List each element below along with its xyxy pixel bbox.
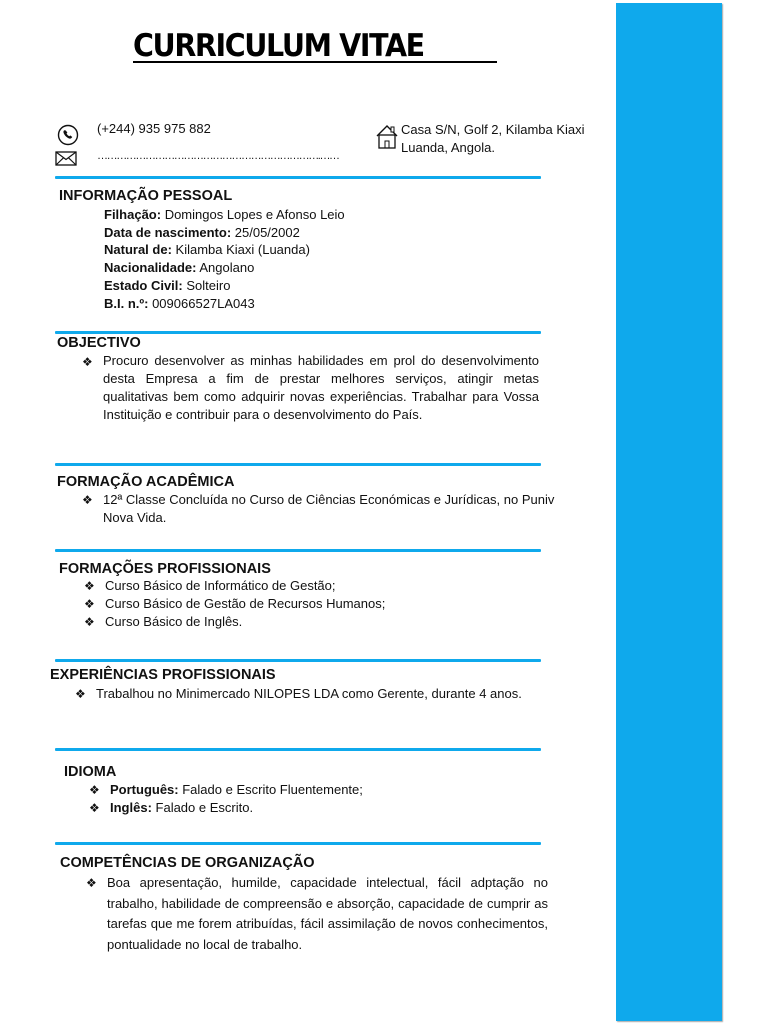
formacoes-text: Curso Básico de Gestão de Recursos Humanos; [105, 596, 386, 611]
section-heading-profissionais: FORMAÇÕES PROFISSIONAIS [59, 561, 271, 577]
address-line-1: Casa S/N, Golf 2, Kilamba Kiaxi [401, 122, 585, 137]
info-value: 25/05/2002 [231, 224, 300, 240]
info-label: B.I. n.º: [104, 295, 149, 311]
info-value: 009066527LA043 [148, 295, 255, 311]
bullet-icon: ❖ [89, 783, 100, 797]
envelope-icon [55, 151, 77, 166]
info-label: Nacionalidade: [104, 260, 197, 276]
formacao-item [82, 491, 582, 527]
info-row-nacionalidade [104, 259, 345, 277]
phone-icon [56, 124, 80, 146]
idioma-item [89, 799, 489, 817]
formacao-line-2: Nova Vida. [103, 510, 167, 525]
idioma-value: Falado e Escrito. [151, 800, 254, 815]
idioma-value: Falado e Escrito Fluentemente; [178, 782, 363, 797]
section-divider [55, 659, 541, 662]
formacoes-item [84, 595, 504, 613]
section-divider [55, 748, 541, 751]
info-row-bi [104, 295, 345, 313]
phone-number: (+244) 935 975 882 [97, 121, 211, 136]
bullet-icon: ❖ [84, 579, 95, 593]
bullet-icon: ❖ [86, 876, 97, 890]
section-heading-idioma: IDIOMA [64, 764, 117, 780]
section-heading-experiencias: EXPERIÊNCIAS PROFISSIONAIS [50, 667, 276, 683]
info-value: Solteiro [182, 277, 231, 293]
blue-sidebar [616, 3, 722, 1021]
info-label: Natural de: [104, 242, 172, 258]
personal-info-list [104, 206, 345, 312]
info-row-nascimento [104, 224, 345, 242]
info-value: Kilamba Kiaxi (Luanda) [171, 242, 310, 258]
section-divider [55, 842, 541, 845]
idioma-item [89, 781, 489, 799]
competencias-text: Boa apresentação, humilde, capacidade intelectual, fácil adptação no trabalho, habilidade de compreensão e absorção, capacidade de cumprir as tarefas que me forem atribuídas, fácil assimilação de novos conhecimentos, pontualidade no local de trabalho. [107, 875, 548, 952]
info-row-natural [104, 241, 345, 259]
formacoes-text: Curso Básico de Informático de Gestão; [105, 578, 336, 593]
bullet-icon: ❖ [84, 615, 95, 629]
idioma-label: Inglês: [110, 800, 152, 815]
competencias-item [86, 873, 548, 955]
section-heading-formacao: FORMAÇÃO ACADÊMICA [57, 474, 235, 490]
bullet-icon: ❖ [82, 355, 93, 369]
info-value: Domingos Lopes e Afonso Leio [161, 207, 345, 222]
section-divider [55, 176, 541, 179]
info-value: Angolano [196, 260, 255, 276]
bullet-icon: ❖ [75, 687, 86, 701]
section-heading-pessoal: INFORMAÇÃO PESSOAL [59, 188, 233, 204]
section-heading-objectivo: OBJECTIVO [57, 335, 141, 351]
experiencia-text: Trabalhou no Minimercado NILOPES LDA como Gerente, durante 4 anos. [96, 686, 522, 701]
bullet-icon: ❖ [89, 801, 100, 815]
info-row-filiacao [104, 206, 345, 224]
info-label: Filhação: [104, 207, 162, 222]
page-title: CURRICULUM VITAE [133, 28, 424, 64]
bullet-icon: ❖ [82, 493, 93, 507]
formacoes-text: Curso Básico de Inglês. [105, 614, 243, 629]
formacoes-item [84, 613, 504, 631]
bullet-icon: ❖ [84, 597, 95, 611]
formacoes-item [84, 577, 504, 595]
email-placeholder: …………………………………………………………….…… [97, 150, 339, 162]
idioma-label: Português: [110, 782, 179, 797]
info-row-estado-civil [104, 277, 345, 295]
objectivo-text: Procuro desenvolver as minhas habilidades em prol do desenvolvimento desta Empresa a fim de prestar melhores serviços, atingir metas qualitativas bem como adquirir novas experiências. Trabalhar para Vossa Instituição e contribuir para o desenvolvimento do País. [103, 353, 539, 422]
formacao-line-1: 12ª Classe Concluída no Curso de Ciências Económicas e Jurídicas, no Puniv [103, 492, 555, 507]
section-divider [55, 549, 541, 552]
house-icon [375, 124, 399, 150]
section-heading-competencias: COMPETÊNCIAS DE ORGANIZAÇÃO [60, 855, 315, 871]
section-divider [55, 463, 541, 466]
info-label: Data de nascimento: [104, 224, 232, 240]
title-underline [133, 61, 497, 63]
experiencia-item [75, 684, 536, 703]
address-line-2: Luanda, Angola. [401, 140, 495, 155]
info-label: Estado Civil: [104, 277, 183, 293]
objectivo-item [82, 352, 539, 424]
